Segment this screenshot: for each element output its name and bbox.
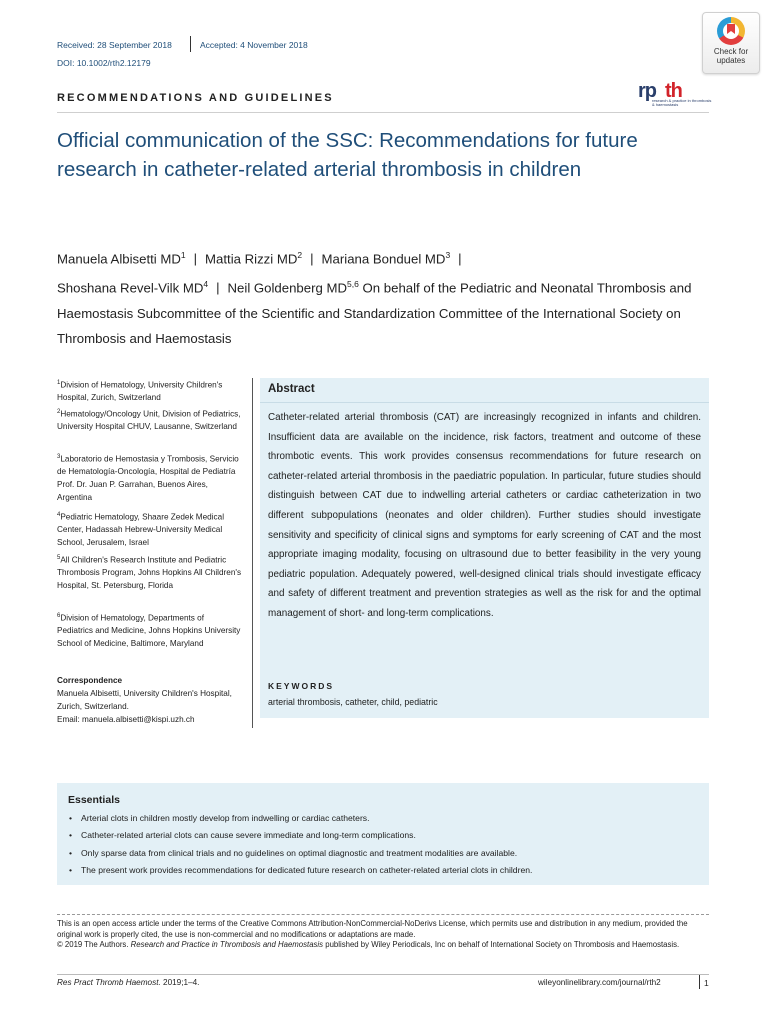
affiliation xyxy=(57,552,242,593)
affiliation-number: 6 xyxy=(57,613,61,619)
essentials-heading: Essentials xyxy=(68,794,120,806)
correspondence-text: Manuela Albisetti, University Children's Hospital, Zurich, Switzerland. xyxy=(57,689,232,711)
category-divider xyxy=(57,112,709,113)
check-for-updates-label: Check for updates xyxy=(713,47,749,65)
affiliation-number: 5 xyxy=(57,555,61,561)
page-separator xyxy=(699,975,700,989)
footer-rule xyxy=(57,974,709,975)
journal-url[interactable]: wileyonlinelibrary.com/journal/rth2 xyxy=(538,978,661,987)
article-title: Official communication of the SSC: Recommendations for future research in catheter-related arterial thrombosis in children xyxy=(57,129,638,181)
journal-abbrev: Res Pract Thromb Haemost. xyxy=(57,978,161,987)
affiliation xyxy=(57,509,242,550)
affiliation xyxy=(57,377,242,405)
footer-divider xyxy=(57,914,709,915)
author-name[interactable]: Mattia Rizzi MD xyxy=(205,251,298,267)
journal-logo xyxy=(638,80,710,110)
author-name[interactable]: Mariana Bonduel MD xyxy=(321,251,446,267)
author-affiliation-sup: 4 xyxy=(203,278,209,289)
correspondence-heading: Correspondence xyxy=(57,676,123,685)
copyright-journal: Research and Practice in Thrombosis and Haemostasis xyxy=(130,940,324,950)
affiliation-text: Laboratorio de Hemostasia y Trombosis, Servicio de Hematología-Oncología, Hospital de Pediatría Prof. Dr. Juan P. Garrahan, Buenos Aires, Argentina xyxy=(57,454,239,502)
author-name[interactable]: Shoshana Revel-Vilk MD xyxy=(57,280,204,296)
affiliation xyxy=(57,451,242,504)
logo-th: th xyxy=(665,80,682,102)
author-name[interactable]: Manuela Albisetti MD xyxy=(57,251,181,267)
correspondence-email[interactable]: Email: manuela.albisetti@kispi.uzh.ch xyxy=(57,715,195,724)
affiliation-number: 3 xyxy=(57,454,61,460)
keywords-list: arterial thrombosis, catheter, child, pediatric xyxy=(268,697,438,707)
essentials-item: • Only sparse data from clinical trials and no guidelines on optimal diagnostic and treatment modalities are available. xyxy=(68,845,698,862)
author-affiliation-sup: 2 xyxy=(297,250,303,260)
author-list: Manuela Albisetti $MD^1$ | Mattia Rizzi $MD^2$ | Mariana Bonduel $MD^3$ | Shoshana Revel-Vilk $MD^4$ | Neil Goldenberg MD$^{5,6}$ On behalf of the Pediatric and Neonatal Thrombosis and Haemostasis Subcommittee of the Scientific and Standardization Committee of the International Society on Thrombosis and Haemostasis xyxy=(57,250,692,347)
journal-volume: 2019;1–4. xyxy=(160,978,200,987)
check-for-updates-badge[interactable] xyxy=(702,12,760,74)
article-category: RECOMMENDATIONS AND GUIDELINES xyxy=(57,92,334,104)
abstract-divider xyxy=(260,402,709,403)
affiliation-text: Hematology/Oncology Unit, Division of Pediatrics, University Hospital CHUV, Lausanne, Switzerland xyxy=(57,409,241,432)
affiliation-number: 4 xyxy=(57,512,61,518)
journal-reference xyxy=(57,978,199,987)
abstract-heading: Abstract xyxy=(268,383,315,395)
essentials-list xyxy=(68,810,698,879)
copyright-suffix: published by Wiley Periodicals, Inc on behalf of International Society on Thrombosis and Haemostasis. xyxy=(323,940,680,950)
license-notice xyxy=(57,919,709,951)
essentials-item: • Arterial clots in children mostly develop from indwelling or cardiac catheters. xyxy=(68,810,698,827)
affiliation-text: Division of Hematology, Departments of Pediatrics and Medicine, Johns Hopkins University School of Medicine, Baltimore, Maryland xyxy=(57,613,241,648)
accepted-date: Accepted: 4 November 2018 xyxy=(200,40,308,50)
essentials-item: • The present work provides recommendations for dedicated future research on catheter-related arterial clots in children. xyxy=(68,862,698,879)
affiliation xyxy=(57,610,242,651)
on-behalf-statement: On behalf of the Pediatric and Neonatal Thrombosis and Haemostasis Subcommittee of the Scientific and Standardization Committee of the International Society on Thrombosis and Haemostasis xyxy=(57,280,692,347)
affiliation-text: All Children's Research Institute and Pediatric Thrombosis Program, Johns Hopkins All Children's Hospital, St. Petersburg, Florida xyxy=(57,555,242,590)
author-name[interactable]: Neil Goldenberg MD xyxy=(227,280,348,296)
affiliation-number: 2 xyxy=(57,409,61,415)
header-separator xyxy=(190,36,191,52)
column-divider xyxy=(252,378,253,728)
author-affiliation-sup: 5,6 xyxy=(347,278,359,289)
author-affiliation-sup: 3 xyxy=(445,250,451,260)
affiliation-number: 1 xyxy=(57,380,61,386)
received-date: Received: 28 September 2018 xyxy=(57,40,172,50)
affiliation-text: Pediatric Hematology, Shaare Zedek Medical Center, Hadassah Hebrew-University Medical School, Jerusalem, Israel xyxy=(57,512,225,547)
logo-subtitle: research & practice in thrombosis & haemostasis xyxy=(652,98,712,107)
logo-rp: rp xyxy=(638,80,656,102)
author-affiliation-sup: 1 xyxy=(180,250,186,260)
affiliation xyxy=(57,406,242,434)
essentials-item: • Catheter-related arterial clots can cause severe immediate and long-term complications. xyxy=(68,827,698,844)
abstract-text: Catheter-related arterial thrombosis (CAT) are increasingly recognized in infants and children. Insufficient data are available on the incidence, risk factors, treatment and outcome of these thrombotic events. This work provides consensus recommendations for future research on catheter-related arterial thrombosis in the paediatric population. In particular, future studies should distinguish between CAT due to indwelling arterial catheters or cardiac catheterization in two different subpopulations (neonates and older children). Further studies should investigate sensitivity and specificity of clinical signs and symptoms for early screening of CAT and the most appropriate imaging modality, focusing on ultrasound due to better feasibility in the very young pediatric population. Adequately powered, well-designed clinical trials should investigate efficacy and safety of different treatment and prevention strategies as well as the risk for and the optimal management of short- and long-term complications. xyxy=(268,412,701,619)
copyright-prefix: © 2019 The Authors. xyxy=(57,940,131,950)
license-text: This is an open access article under the terms of the Creative Commons Attribution-NonCommercial-NoDerivs License, which permits use and distribution in any medium, provided the original work is properly cited, the use is non-commercial and no modifications or adaptations are made. xyxy=(57,919,688,939)
keywords-heading: KEYWORDS xyxy=(268,681,335,691)
doi-link[interactable]: DOI: 10.1002/rth2.12179 xyxy=(57,58,151,68)
page-number: 1 xyxy=(704,978,709,988)
affiliation-text: Division of Hematology, University Children's Hospital, Zurich, Switzerland xyxy=(57,380,223,403)
